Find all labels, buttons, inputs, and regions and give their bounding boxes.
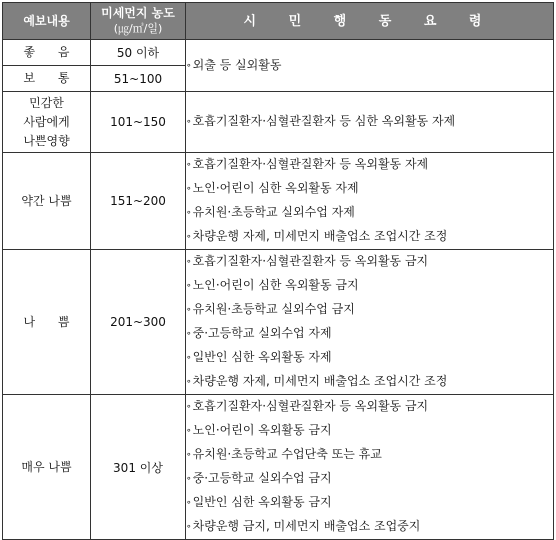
bullet-icon: ∘	[186, 450, 192, 460]
guide-item	[186, 110, 553, 134]
guide-item	[186, 491, 553, 515]
guide-item-text: 유치원·초등학교 실외수업 금지	[192, 302, 355, 316]
guide-list	[186, 153, 553, 249]
level-very-bad: 매우 나쁨	[3, 395, 91, 540]
concentration-unit: (㎍/㎥/일)	[113, 22, 163, 35]
guide-item-text: 차량운행 자제, 미세먼지 배출업소 조업시간 조정	[192, 229, 448, 243]
guide-item	[186, 467, 553, 491]
level-normal: 보 통	[3, 66, 91, 92]
guide-list	[186, 395, 553, 539]
concentration-bad: 201~300	[91, 250, 186, 395]
guide-good-normal	[186, 40, 554, 92]
bullet-icon: ∘	[186, 305, 192, 315]
table-row	[3, 395, 554, 540]
bullet-icon: ∘	[186, 160, 192, 170]
bullet-icon: ∘	[186, 281, 192, 291]
guide-item-text: 중·고등학교 실외수업 자제	[192, 326, 332, 340]
guide-sensitive	[186, 92, 554, 153]
bullet-icon: ∘	[186, 257, 192, 267]
guide-item	[186, 153, 553, 177]
guide-very-bad	[186, 395, 554, 540]
guide-bad	[186, 250, 554, 395]
guide-item	[186, 370, 553, 394]
bullet-icon: ∘	[186, 60, 192, 71]
concentration-sensitive: 101~150	[91, 92, 186, 153]
guide-item-text: 노인·어린이 심한 옥외활동 금지	[192, 278, 359, 292]
bullet-icon: ∘	[186, 402, 192, 412]
bullet-icon: ∘	[186, 232, 192, 242]
table-row	[3, 250, 554, 395]
guide-list	[186, 54, 553, 78]
guide-item-text: 일반인 심한 옥외활동 금지	[192, 495, 332, 509]
guide-item	[186, 250, 553, 274]
concentration-normal: 51~100	[91, 66, 186, 92]
bullet-icon: ∘	[186, 117, 192, 127]
guide-item-text: 호흡기질환자·심혈관질환자 등 옥외활동 자제	[192, 157, 429, 171]
guide-item	[186, 443, 553, 467]
guide-item-text: 일반인 심한 옥외활동 자제	[192, 350, 332, 364]
guide-item-text: 호흡기질환자·심혈관질환자 등 심한 옥외활동 자제	[192, 114, 456, 128]
bullet-icon: ∘	[186, 498, 192, 508]
level-good: 좋 음	[3, 40, 91, 66]
bullet-icon: ∘	[186, 474, 192, 484]
guide-item	[186, 177, 553, 201]
guide-item-text: 유치원·초등학교 수업단축 또는 휴교	[192, 447, 382, 461]
guide-item	[186, 54, 553, 78]
bullet-icon: ∘	[186, 208, 192, 218]
guide-item	[186, 419, 553, 443]
guide-slightly-bad	[186, 153, 554, 250]
guide-item	[186, 274, 553, 298]
bullet-icon: ∘	[186, 522, 192, 532]
guide-item	[186, 515, 553, 539]
guide-item	[186, 346, 553, 370]
guide-item-text: 호흡기질환자·심혈관질환자 등 옥외활동 금지	[192, 254, 429, 268]
guide-item-text: 차량운행 금지, 미세먼지 배출업소 조업중지	[192, 519, 421, 533]
table-row	[3, 92, 554, 153]
guide-item-text: 노인·어린이 심한 옥외활동 자제	[192, 181, 359, 195]
level-bad: 나 쁨	[3, 250, 91, 395]
bullet-icon: ∘	[186, 329, 192, 339]
concentration-good: 50 이하	[91, 40, 186, 66]
bullet-icon: ∘	[186, 353, 192, 363]
guide-item	[186, 201, 553, 225]
guide-list	[186, 110, 553, 134]
guide-item	[186, 298, 553, 322]
level-sensitive: 민감한 사람에게 나쁜영향	[3, 92, 91, 153]
guide-item-text: 노인·어린이 옥외활동 금지	[192, 423, 332, 437]
concentration-header	[91, 3, 186, 40]
bullet-icon: ∘	[186, 426, 192, 436]
guide-item-text: 중·고등학교 실외수업 금지	[192, 471, 332, 485]
air-quality-action-table	[2, 2, 554, 540]
concentration-very-bad: 301 이상	[91, 395, 186, 540]
forecast-header: 예보내용	[3, 3, 91, 40]
guide-item	[186, 322, 553, 346]
table-header-row	[3, 3, 554, 40]
guide-item	[186, 225, 553, 249]
guide-list	[186, 250, 553, 394]
guide-item-text: 외출 등 실외활동	[192, 57, 282, 72]
concentration-header-label: 미세먼지 농도	[101, 6, 175, 20]
table-row	[3, 153, 554, 250]
bullet-icon: ∘	[186, 377, 192, 387]
level-slightly-bad: 약간 나쁨	[3, 153, 91, 250]
bullet-icon: ∘	[186, 184, 192, 194]
guide-item-text: 호흡기질환자·심혈관질환자 등 옥외활동 금지	[192, 399, 429, 413]
guide-item-text: 차량운행 자제, 미세먼지 배출업소 조업시간 조정	[192, 374, 448, 388]
guide-header: 시 민 행 동 요 령	[186, 3, 554, 40]
table-row	[3, 40, 554, 66]
guide-item-text: 유치원·초등학교 실외수업 자제	[192, 205, 355, 219]
guide-item	[186, 395, 553, 419]
concentration-slightly-bad: 151~200	[91, 153, 186, 250]
